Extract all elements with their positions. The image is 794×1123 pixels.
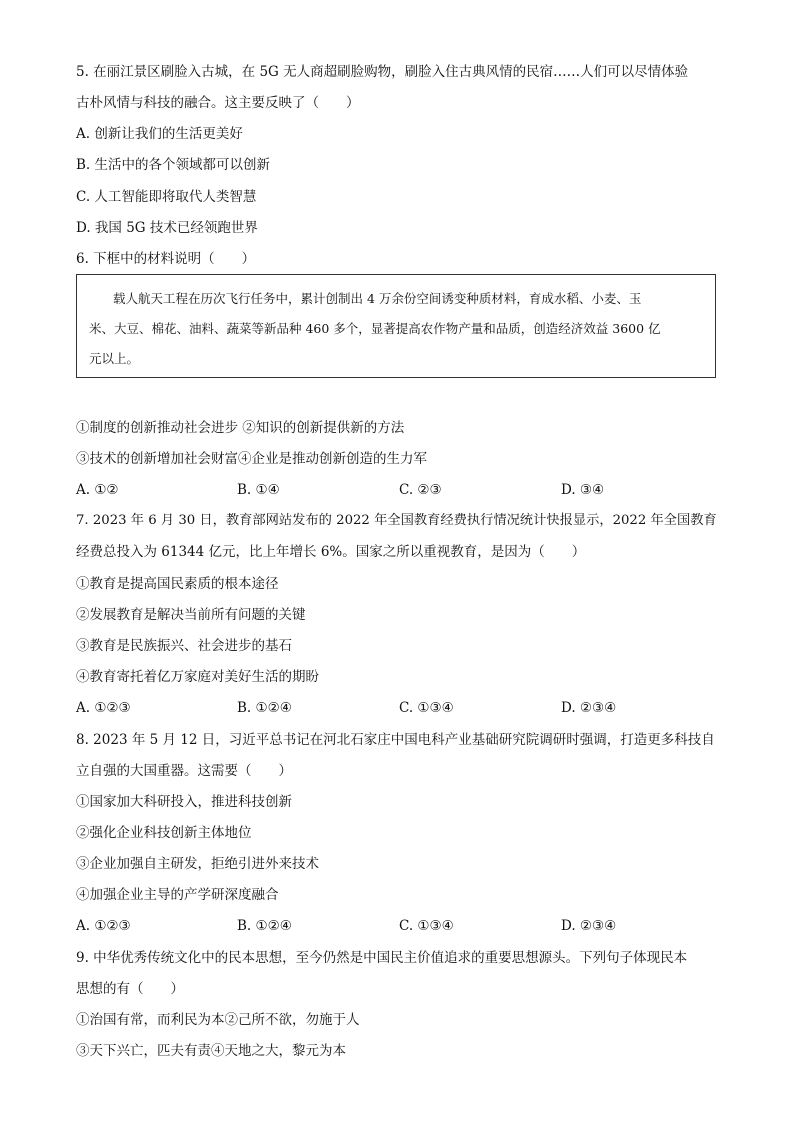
- q9-statement-line2: ③天下兴亡，匹夫有责④天地之大，黎元为本: [76, 1043, 346, 1059]
- q8-statement-2: ②强化企业科技创新主体地位: [76, 825, 252, 841]
- q9-statement-line1: ①治国有常，而利民为本②己所不欲，勿施于人: [76, 1012, 360, 1028]
- q8-option-c: C. ①③④: [399, 918, 454, 934]
- q7-statement-3: ③教育是民族振兴、社会进步的基石: [76, 638, 292, 654]
- q6-option-c: C. ②③: [399, 482, 442, 498]
- q7-option-c: C. ①③④: [399, 700, 454, 716]
- q7-statement-2: ②发展教育是解决当前所有问题的关键: [76, 607, 306, 623]
- q6-statement-line1: ①制度的创新推动社会进步 ②知识的创新提供新的方法: [76, 420, 405, 436]
- q9-stem-line1: 9. 中华优秀传统文化中的民本思想，至今仍然是中国民主价值追求的重要思想源头。下列句子体现民本: [76, 950, 688, 966]
- q5-option-a: A. 创新让我们的生活更美好: [76, 126, 243, 142]
- q5-stem-line2: 古朴风情与科技的融合。这主要反映了（ ）: [76, 95, 360, 111]
- q7-option-b: B. ①②④: [237, 700, 292, 716]
- q6-material-line1: 载人航天工程在历次飞行任务中，累计创制出 4 万余份空间诱变种质材料，育成水稻、小麦、玉: [113, 291, 642, 306]
- q8-option-a: A. ①②③: [76, 918, 131, 934]
- q8-stem-line2: 立自强的大国重器。这需要（ ）: [76, 763, 292, 779]
- q6-option-a: A. ①②: [76, 482, 119, 498]
- q6-statement-line2: ③技术的创新增加社会财富④企业是推动创新创造的生力军: [76, 451, 427, 467]
- q5-option-c: C. 人工智能即将取代人类智慧: [76, 189, 257, 205]
- q6-stem: 6. 下框中的材料说明（ ）: [76, 251, 256, 267]
- q7-stem-line2: 经费总投入为 61344 亿元，比上年增长 6%。国家之所以重视教育，是因为（ ）: [76, 544, 586, 560]
- q6-material-box: [76, 274, 716, 378]
- q8-statement-3: ③企业加强自主研发，拒绝引进外来技术: [76, 856, 319, 872]
- q7-stem-line1: 7. 2023 年 6 月 30 日，教育部网站发布的 2022 年全国教育经费执行情况统计快报显示，2022 年全国教育: [76, 513, 717, 528]
- q5-option-b: B. 生活中的各个领域都可以创新: [76, 157, 271, 173]
- q8-statement-4: ④加强企业主导的产学研深度融合: [76, 887, 279, 903]
- q9-stem-line2: 思想的有（ ）: [76, 981, 184, 997]
- q7-option-d: D. ②③④: [561, 700, 617, 716]
- q8-option-d: D. ②③④: [561, 918, 617, 934]
- q8-option-b: B. ①②④: [237, 918, 292, 934]
- q8-statement-1: ①国家加大科研投入，推进科技创新: [76, 794, 292, 810]
- q5-stem-line1: 5. 在丽江景区刷脸入古城，在 5G 无人商超刷脸购物，刷脸入住古典风情的民宿……人们可以尽情体验: [76, 64, 689, 80]
- q7-statement-1: ①教育是提高国民素质的根本途径: [76, 576, 279, 592]
- q6-material-line3: 元以上。: [89, 351, 140, 366]
- q5-option-d: D. 我国 5G 技术已经领跑世界: [76, 220, 258, 236]
- q6-option-b: B. ①④: [237, 482, 280, 498]
- q7-statement-4: ④教育寄托着亿万家庭对美好生活的期盼: [76, 669, 319, 685]
- q8-stem-line1: 8. 2023 年 5 月 12 日，习近平总书记在河北石家庄中国电科产业基础研究院调研时强调，打造更多科技自: [76, 732, 715, 748]
- q6-option-d: D. ③④: [561, 482, 605, 498]
- q7-option-a: A. ①②③: [76, 700, 131, 716]
- q6-material-line2: 米、大豆、棉花、油料、蔬菜等新品种 460 多个，显著提高农作物产量和品质，创造经济效益 3600 亿: [89, 321, 661, 336]
